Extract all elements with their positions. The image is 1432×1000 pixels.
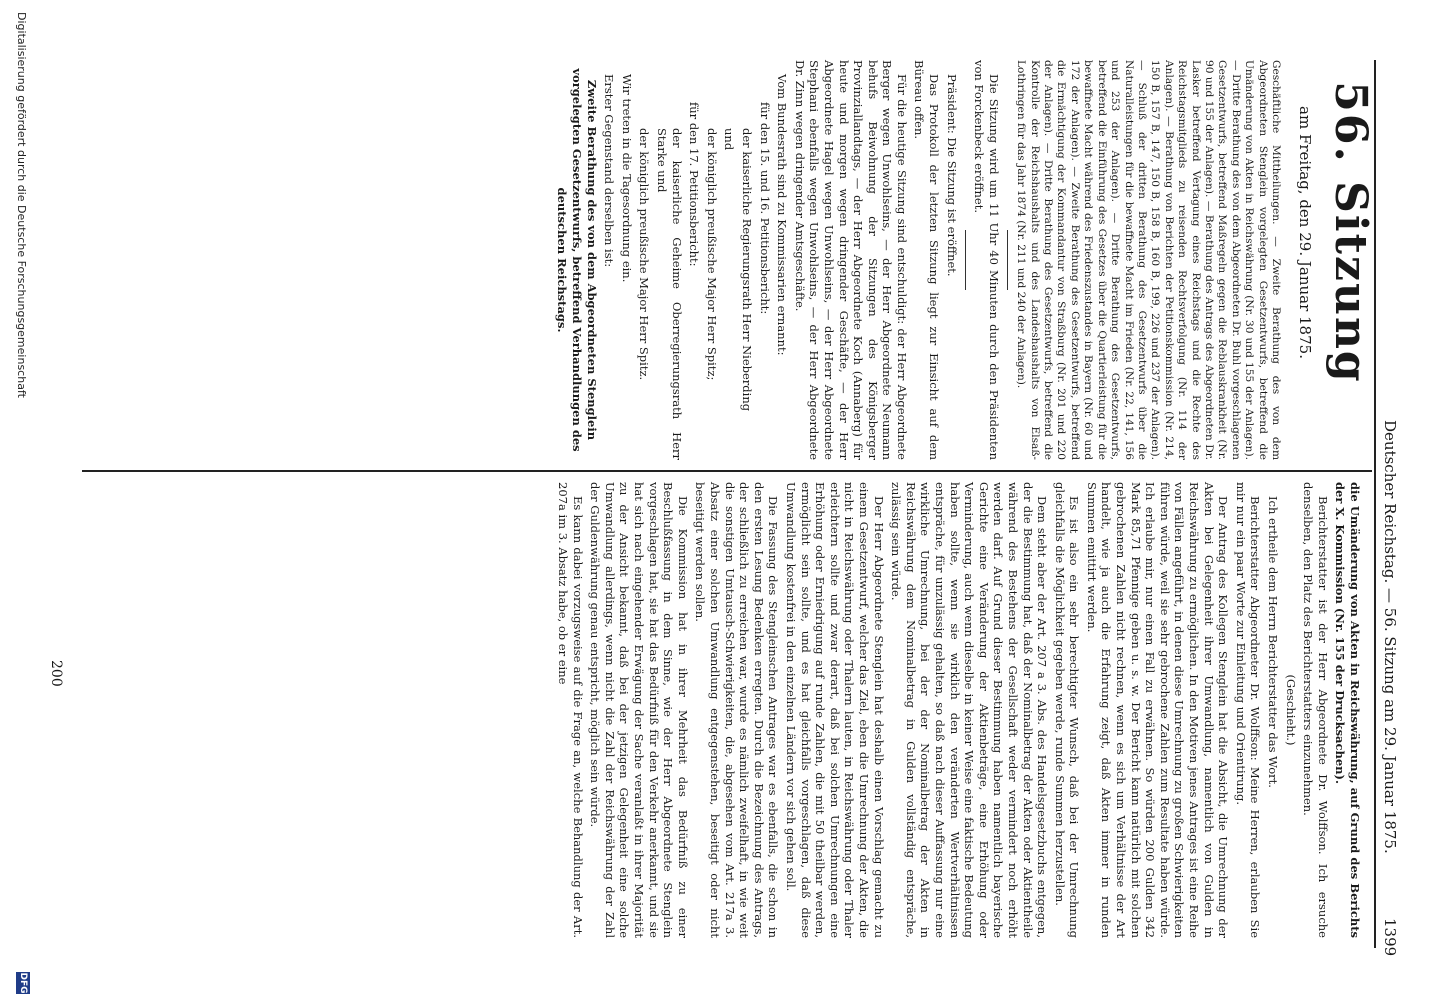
paragraph: der königlich preußische Major Herr Spitz; [704, 128, 719, 381]
paragraph: der kaiserliche Geheime Oberregierungsrath Herr Starke und [655, 128, 684, 460]
right-column [553, 482, 1362, 938]
agenda-item-heading: Zweite Berathung des von dem Abgeordneten Stenglein vorgelegten Gesetzentwurfs, betreffend Verhandlungen des deutschen Reichstags. [555, 68, 599, 452]
paragraph: Berichterstatter ist der Herr Abgeordnete Dr. Wolffson. Ich ersuche denselben, den Platz des Berichterstatters einzunehmen. [1301, 482, 1330, 938]
agenda-summary: Geschäftliche Mittheilungen. — Zweite Berathung des von dem Abgeordneten Stenglein vorgelegten Gesetzentwurfs, betreffend die Umänderung von Akten in Reichswährung (Nr. 30 und 155 der Anlagen). — Dritte Berathung des von dem Abgeordneten Dr. Buhl vorgeschlagenen Gesetzentwurfs, betreffend Maßregeln gegen die Reblauskrankheit (Nr. 90 und 155 der Anlagen). — Berathung des Antrags des Abgeordneten Dr. Lasker betreffend Vertagung eines Reichstags und die Rechte des Reichstagsmitglieds zu reisenden Rechtsverfolgung (Nr. 114 der Anlagen). — Berathung von Berichten der Petitionskommission (Nr. 214, 150 B, 157 B, 147, 150 B, 158 B, 160 B, 199, 226 und 237 der Anlagen). — Schluß der dritten Berathung des Gesetzentwurfs über die Naturalleistungen für die bewaffnete Macht im Frieden (Nr. 22, 141, 156 und 253 der Anlagen). — Dritte Berathung des Gesetzentwurfs, betreffend die Einführung des Gesetzes über die Quartierleistung für die bewaffnete Macht während des Friedenszustandes in Bayern (Nr. 60 und 172 der Anlagen). — Zweite Berathung des Gesetzentwurfs, betreffend die Ermächtigung der Kommandantur von Straßburg (Nr. 201 und 220 der Anlagen). — Dritte Berathung des Gesetzentwurfs, betreffend die Kontrolle der Reichshaushalts und des Landeshaushalts von Elsaß-Lothringen für das Jahr 1874 (Nr. 211 und 240 der Anlagen). [1015, 60, 1282, 460]
paragraph: Ich ertheile dem Herrn Berichterstatter das Wort. [1266, 496, 1281, 788]
paragraph: Erster Gegenstand derselben ist: [602, 74, 617, 268]
dfg-logo-icon: DFG [18, 972, 28, 994]
paragraph: Die Fassung des Stengleinschen Antrages war es ebenfalls, die schon in den ersten Lesung Bedenken erregten. Durch die Bezeichnung des Antrags, der schließlich zu erreichen war, wurde es nämlich zweifelhaft, in wie weit die sonstigen Umtausch-Schwierigkeiten, die, abgesehen vom Art. 217a 3. Absatz einer solchen Umwandlung entgegenstehen, beseitigt oder nicht beseitigt werden sollen. [693, 482, 781, 938]
paragraph: für den 15. und 16. Petitionsbericht: [757, 102, 772, 315]
session-date: am Freitag, den 29. Januar 1875. [1296, 106, 1314, 359]
paragraph: Das Protokoll der letzten Sitzung liegt zur Einsicht auf dem Büreau offen. [912, 60, 942, 460]
sheet-number: 200 [48, 660, 64, 687]
paragraph: Es kann dabei vorzugsweise auf die Frage an, welche Behandlung der Art. 207a im 3. Absatz habe, ob er eine [556, 482, 585, 938]
left-column [552, 60, 1282, 460]
paragraph: Für die heutige Sitzung sind entschuldigt: der Herr Abgeordnete Berger wegen Unwohlseins, — der Herr Abgeordnete Neumann behufs Beiwohnung der Sitzungen des Königsberger Provinziallandtags, — der Herr Abgeordnete Koch (Annaberg) für heute und morgen wegen dringender Geschäfte, — der Herr Abgeordnete Hagel wegen Unwohlseins, — der Herr Abgeordnete Stephani ebenfalls wegen Unwohlseins, — der Herr Abgeordnete Dr. Zinn wegen dringender Amtsgeschäfte. [792, 60, 909, 460]
paragraph: und [722, 128, 737, 151]
paragraph: Präsident: Die Sitzung ist eröffnet. [944, 74, 959, 277]
paragraph: Wir treten in die Tagesordnung ein. [619, 74, 634, 283]
paragraph: Es ist also ein sehr berechtigter Wunsch, daß bei der Umrechnung gleichfalls die Möglichkeit gegeben werde, runde Summen herzustellen. [1052, 482, 1082, 938]
paragraph: der kaiserliche Regierungsrath Herr Nieberding [739, 128, 754, 412]
column-rule [82, 470, 1372, 472]
paragraph: für den 17. Petitionsbericht: [687, 102, 702, 267]
paragraph: (Geschieht.) [1283, 674, 1298, 746]
paragraph: Der Antrag des Kollegen Stenglein hat die Absicht, die Umrechnung der Akten bei Gelegenheit ihrer Umwandlung, namentlich von Gulden in Reichswährung zu ermöglichen. In den Motiven jenes Antrages ist eine Reihe von Fällen angeführt, in denen diese Umrechnung zu großen Schwierigkeiten führen würde, weil sie sehr gebrochene Zahlen zum Resultate haben würde. Ich erlaube mir, nur einen Fall zu erwähnen. So würden 200 Gulden 342 Mark 85,71 Pfennige geben u. s. w. Der Bericht kann natürlich mit solchen gebrochenen Zahlen nicht rechnen, wenn es sich um Verhältnisse der Art handelt, wie ja auch die Erfahrung zeigt, daß Akten immer in runden Summen emittirt werden. [1084, 482, 1231, 938]
session-title: 56. Sitzung [1325, 81, 1376, 384]
digitization-text: Digitalisierung gefördert durch die Deutsche Forschungsgemeinschaft [15, 12, 28, 398]
separator [965, 230, 966, 290]
paragraph: Dem steht aber der Art. 207 a 3. Abs. des Handelsgesetzbuchs entgegen, der die Bestimmung hat, daß der Nominalbetrag der Akten oder Aktientheile während des Bestehens der Gesellschaft weder vermindert noch erhöht werden darf. Auf Grund dieser Bestimmung haben namentlich bayerische Gerichte eine Veränderung der Aktienbeträge, eine Erhöhung oder Verminderung, auch wenn dieselbe in keiner Weise eine faktische Bedeutung haben sollte, wenn sie wirklich den veränderten Wertverhältnissen entspräche, für unzulässig gehalten, so daß nach dieser Auffassung nur eine wirkliche Umrechnung, bei der der Nominalbetrag der Akten in Reichswährung dem Nominalbetrag in Gulden vollständig entspräche, zulässig sein würde. [889, 482, 1050, 938]
paragraph: die Umänderung von Akten in Reichswährung, auf Grund des Berichts der X. Kommission (Nr. 155 der Drucksachen). [1333, 482, 1362, 938]
separator [1007, 230, 1008, 290]
paragraph: Vom Bundesrath sind zu Kommissarien ernannt: [775, 74, 790, 356]
paragraph: Die Kommission hat in ihrer Mehrheit das Bedürfniß zu einer Beschlußfassung in dem Sinne, wie der Herr Abgeordnete Stenglein vorgeschlagen hat, sie hat das Bedürfniß für den Verkehr anerkannt, und sie hat sich nach eingehender Erwägung der Sache veranlaßt in ihrer Majorität zu der Ansicht bekannt, daß bei der jetzigen Gelegenheit eine solche Umwandlung allerdings, wenn nicht die Zahl der Reichswährung der Zahl der Guldenwährung genau entspricht, möglich sein würde. [588, 482, 690, 938]
paragraph: der königlich preußische Major Herr Spitz. [637, 128, 652, 381]
page-number: 1399 [1381, 918, 1399, 957]
opening-line: Die Sitzung wird um 11 Uhr 40 Minuten durch den Präsidenten von Forckenbeck eröffnet. [972, 60, 1001, 460]
running-header: Deutscher Reichstag. — 56. Sitzung am 29. Januar 1875. [1381, 420, 1399, 854]
digitization-note [0, 0, 32, 1000]
paragraph: Berichterstatter Abgeordneter Dr. Wolffson: Meine Herren, erlauben Sie mir nur ein paar Worte zur Einleitung und Orientirung. [1233, 482, 1263, 938]
paragraph: Der Herr Abgeordnete Stenglein hat deshalb einen Vorschlag gemacht zu einem Gesetzentwurf, welcher das Ziel, eben die Umrechnung der Akten, die nicht in Reichswährung oder Thalern lauten, in Reichswährung oder Thaler erleichtern sollte und zwar derart, daß bei solchen Umrechnungen eine Erhöhung oder Erniedrigung auf runde Zahlen, die mit 50 theilbar werden, ermöglicht sein sollte, und es hat gleichfalls vorgeschlagen, daß diese Umwandlung kostenfrei in den einzelnen Ländern vor sich gehen soll. [784, 482, 886, 938]
